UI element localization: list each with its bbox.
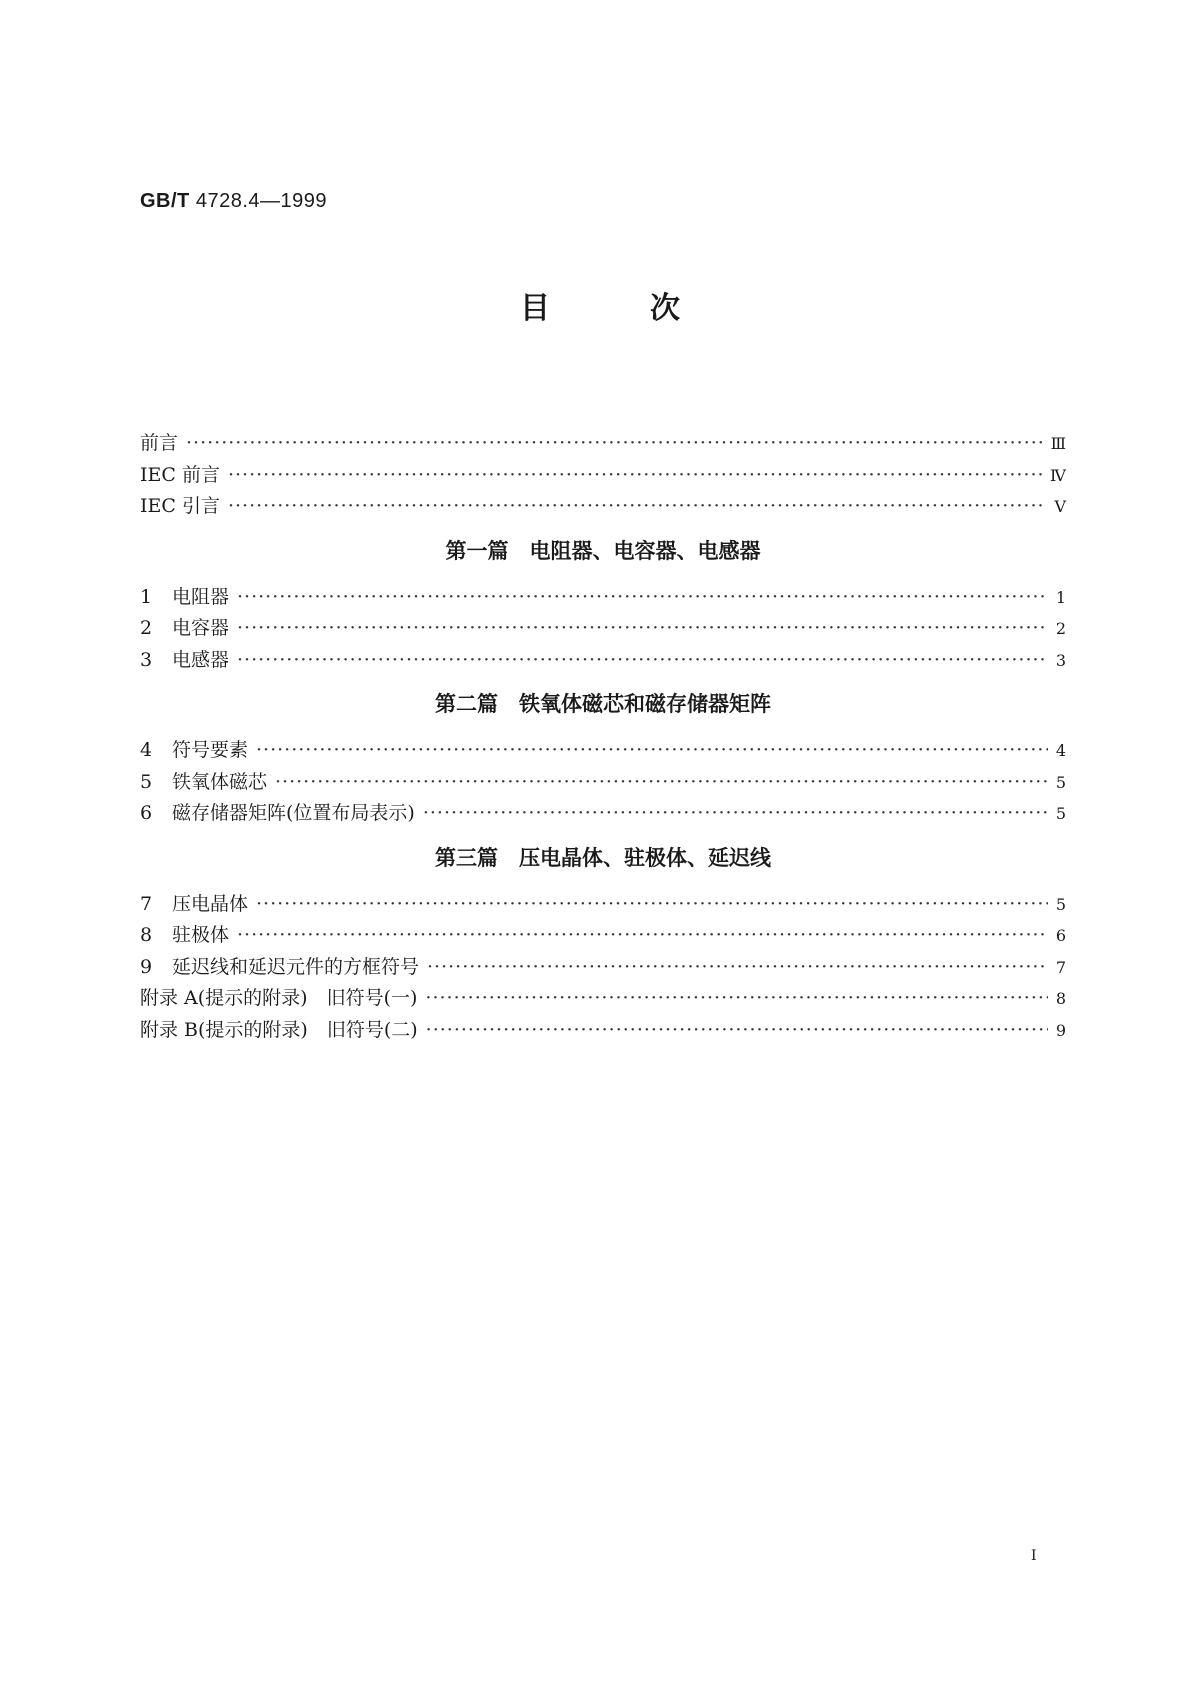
title-char-1: 目 xyxy=(520,291,550,326)
toc-page: Ⅳ xyxy=(1050,465,1066,485)
toc-number: 7 xyxy=(140,892,153,915)
toc-entry[interactable] xyxy=(140,920,1066,952)
toc-number: 8 xyxy=(140,924,153,946)
toc-page: Ⅲ xyxy=(1050,434,1066,453)
toc-page: 7 xyxy=(1055,957,1066,977)
dot-leader xyxy=(237,645,1048,677)
toc-page: 4 xyxy=(1055,741,1066,760)
toc-page: 3 xyxy=(1055,650,1066,670)
toc-page: 8 xyxy=(1055,989,1066,1008)
toc-label: 符号要素 xyxy=(172,739,249,761)
dot-leader xyxy=(228,491,1046,523)
dot-leader xyxy=(237,582,1048,614)
standard-prefix: GB/T xyxy=(140,190,190,212)
toc-number: 6 xyxy=(140,802,153,824)
toc-page: 1 xyxy=(1055,587,1066,607)
toc-label: 附录 B(提示的附录) 旧符号(二) xyxy=(140,1018,418,1041)
toc-page: 5 xyxy=(1055,894,1066,914)
toc-page: Ⅴ xyxy=(1054,497,1066,516)
toc-label: 驻极体 xyxy=(172,924,230,946)
toc-entry[interactable] xyxy=(140,613,1066,645)
toc-label: 附录 A(提示的附录) 旧符号(一) xyxy=(140,987,418,1009)
dot-leader xyxy=(186,428,1043,460)
part-heading-1: 第一篇 电阻器、电容器、电感器 xyxy=(445,538,761,563)
title-char-2: 次 xyxy=(650,291,680,326)
toc-entry[interactable] xyxy=(140,767,1066,799)
toc-number: 4 xyxy=(140,739,153,761)
toc-entry[interactable] xyxy=(140,798,1066,830)
standard-code xyxy=(140,190,327,213)
toc-page: 9 xyxy=(1055,1020,1066,1040)
toc-label: 电阻器 xyxy=(172,585,230,608)
toc-label: 电容器 xyxy=(172,617,230,639)
toc-label: 铁氧体磁芯 xyxy=(172,770,268,793)
toc-label: 压电晶体 xyxy=(172,892,249,915)
toc-entry[interactable] xyxy=(140,582,1066,614)
toc-label: 电感器 xyxy=(172,648,230,671)
toc-entry-iec-foreword[interactable] xyxy=(140,460,1066,492)
dot-leader xyxy=(427,952,1048,984)
standard-number: 4728.4—1999 xyxy=(195,190,328,212)
dot-leader xyxy=(425,983,1047,1015)
toc-entry[interactable] xyxy=(140,889,1066,921)
dot-leader xyxy=(275,767,1048,799)
table-of-contents xyxy=(140,428,1066,1046)
toc-label: IEC 前言 xyxy=(140,463,220,486)
dot-leader xyxy=(237,613,1048,645)
toc-entry[interactable] xyxy=(140,735,1066,767)
toc-entry[interactable] xyxy=(140,645,1066,677)
toc-number: 2 xyxy=(140,617,153,639)
dot-leader xyxy=(256,889,1048,921)
toc-page: 5 xyxy=(1055,772,1066,792)
dot-leader xyxy=(426,1015,1048,1047)
toc-entry-foreword[interactable] xyxy=(140,428,1066,460)
dot-leader xyxy=(237,920,1048,952)
part-heading-2: 第二篇 铁氧体磁芯和磁存储器矩阵 xyxy=(435,692,771,716)
dot-leader xyxy=(256,735,1048,767)
toc-page: 2 xyxy=(1055,619,1066,638)
toc-entry-appendix-a[interactable] xyxy=(140,983,1066,1015)
toc-page: 6 xyxy=(1055,926,1066,945)
dot-leader xyxy=(423,798,1048,830)
dot-leader xyxy=(228,460,1042,492)
toc-label: IEC 引言 xyxy=(140,495,220,517)
part-heading-3: 第三篇 压电晶体、驻极体、延迟线 xyxy=(435,845,771,870)
toc-entry-iec-introduction[interactable] xyxy=(140,491,1066,523)
page-title xyxy=(520,283,680,327)
toc-label: 延迟线和延迟元件的方框符号 xyxy=(172,955,420,978)
toc-entry-appendix-b[interactable] xyxy=(140,1015,1066,1047)
toc-number: 1 xyxy=(140,585,153,608)
toc-entry[interactable] xyxy=(140,952,1066,984)
toc-label: 前言 xyxy=(140,432,179,454)
toc-number: 9 xyxy=(140,955,153,978)
toc-number: 5 xyxy=(140,770,153,793)
toc-number: 3 xyxy=(140,648,153,671)
page-number: Ⅰ xyxy=(1031,1548,1037,1564)
toc-page: 5 xyxy=(1055,804,1066,823)
toc-label: 磁存储器矩阵(位置布局表示) xyxy=(172,802,415,824)
